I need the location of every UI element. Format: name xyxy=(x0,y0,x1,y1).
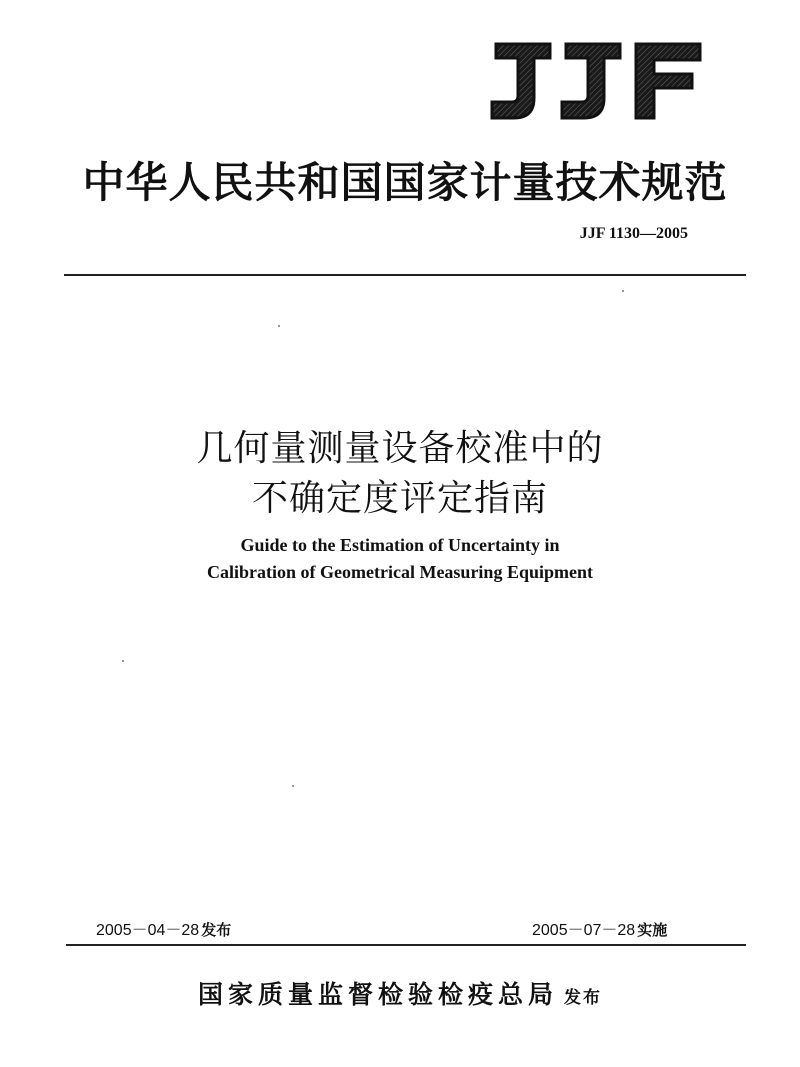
publisher-name: 国家质量监督检验检疫总局 xyxy=(197,980,558,1009)
issue-date-suffix: 发布 xyxy=(201,921,232,939)
implementation-date-value: 2005－07－28 xyxy=(532,922,636,939)
implementation-date-suffix: 实施 xyxy=(637,921,668,939)
title-zh-line1: 几何量测量设备校准中的 xyxy=(196,428,604,469)
issue-date-value: 2005－04－28 xyxy=(96,922,200,939)
implementation-date xyxy=(532,917,667,940)
top-divider xyxy=(64,274,746,276)
title-zh-line2: 不确定度评定指南 xyxy=(251,478,548,519)
scan-speck xyxy=(622,290,624,292)
jjf-logo xyxy=(486,40,706,122)
title-en-line2: Calibration of Geometrical Measuring Equipment xyxy=(207,562,593,582)
series-title: 中华人民共和国国家计量技术规范 xyxy=(82,158,728,207)
document-code: JJF 1130—2005 xyxy=(579,225,688,242)
scan-speck xyxy=(278,325,280,327)
scan-speck xyxy=(292,785,294,787)
title-en-line1: Guide to the Estimation of Uncertainty in xyxy=(240,535,560,555)
scan-speck xyxy=(122,660,124,662)
publisher-suffix: 发布 xyxy=(564,988,602,1008)
bottom-divider xyxy=(66,944,746,946)
issue-date xyxy=(96,917,231,940)
publisher xyxy=(0,975,800,1011)
